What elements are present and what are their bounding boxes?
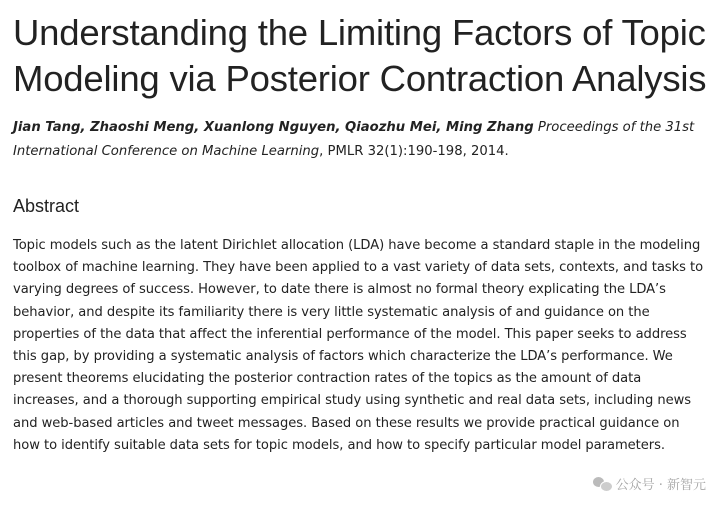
watermark — [593, 474, 706, 493]
abstract-text: Topic models such as the latent Dirichlet allocation (LDA) have become a standard staple in the modeling toolbox of machine learning. They have been applied to a vast variety of data sets, contexts, and tasks to varying degrees of success. However, to date there is almost no formal theory explicating the LDA’s behavior, and despite its familiarity there is very little systematic analysis of and guidance on the properties of the data that affect the inferential performance of the model. This paper seeks to address this gap, by providing a systematic analysis of factors which characterize the LDA’s performance. We present theorems elucidating the posterior contraction rates of the topics as the amount of data increases, and a thorough supporting empirical study using synthetic and real data sets, including news and web-based articles and tweet messages. Based on these results we provide practical guidance on how to identify suitable data sets for topic models, and how to specify particular model parameters. — [13, 238, 704, 453]
paper-title: Understanding the Limiting Factors of Topic Modeling via Posterior Contraction Analysis — [13, 12, 707, 99]
wechat-logo-icon — [593, 476, 611, 491]
publication-details: , PMLR 32(1):190-198, 2014. — [319, 144, 509, 159]
citation — [13, 116, 713, 164]
author-list: Jian Tang, Zhaoshi Meng, Xuanlong Nguyen, Qiaozhu Mei, Ming Zhang — [13, 120, 534, 135]
watermark-text: 公众号 · 新智元 — [615, 478, 706, 493]
abstract-heading: Abstract — [13, 196, 80, 216]
venue-name: Proceedings of the 31st International Conference on Machine Learning — [13, 120, 695, 159]
paper-page — [13, 0, 713, 457]
